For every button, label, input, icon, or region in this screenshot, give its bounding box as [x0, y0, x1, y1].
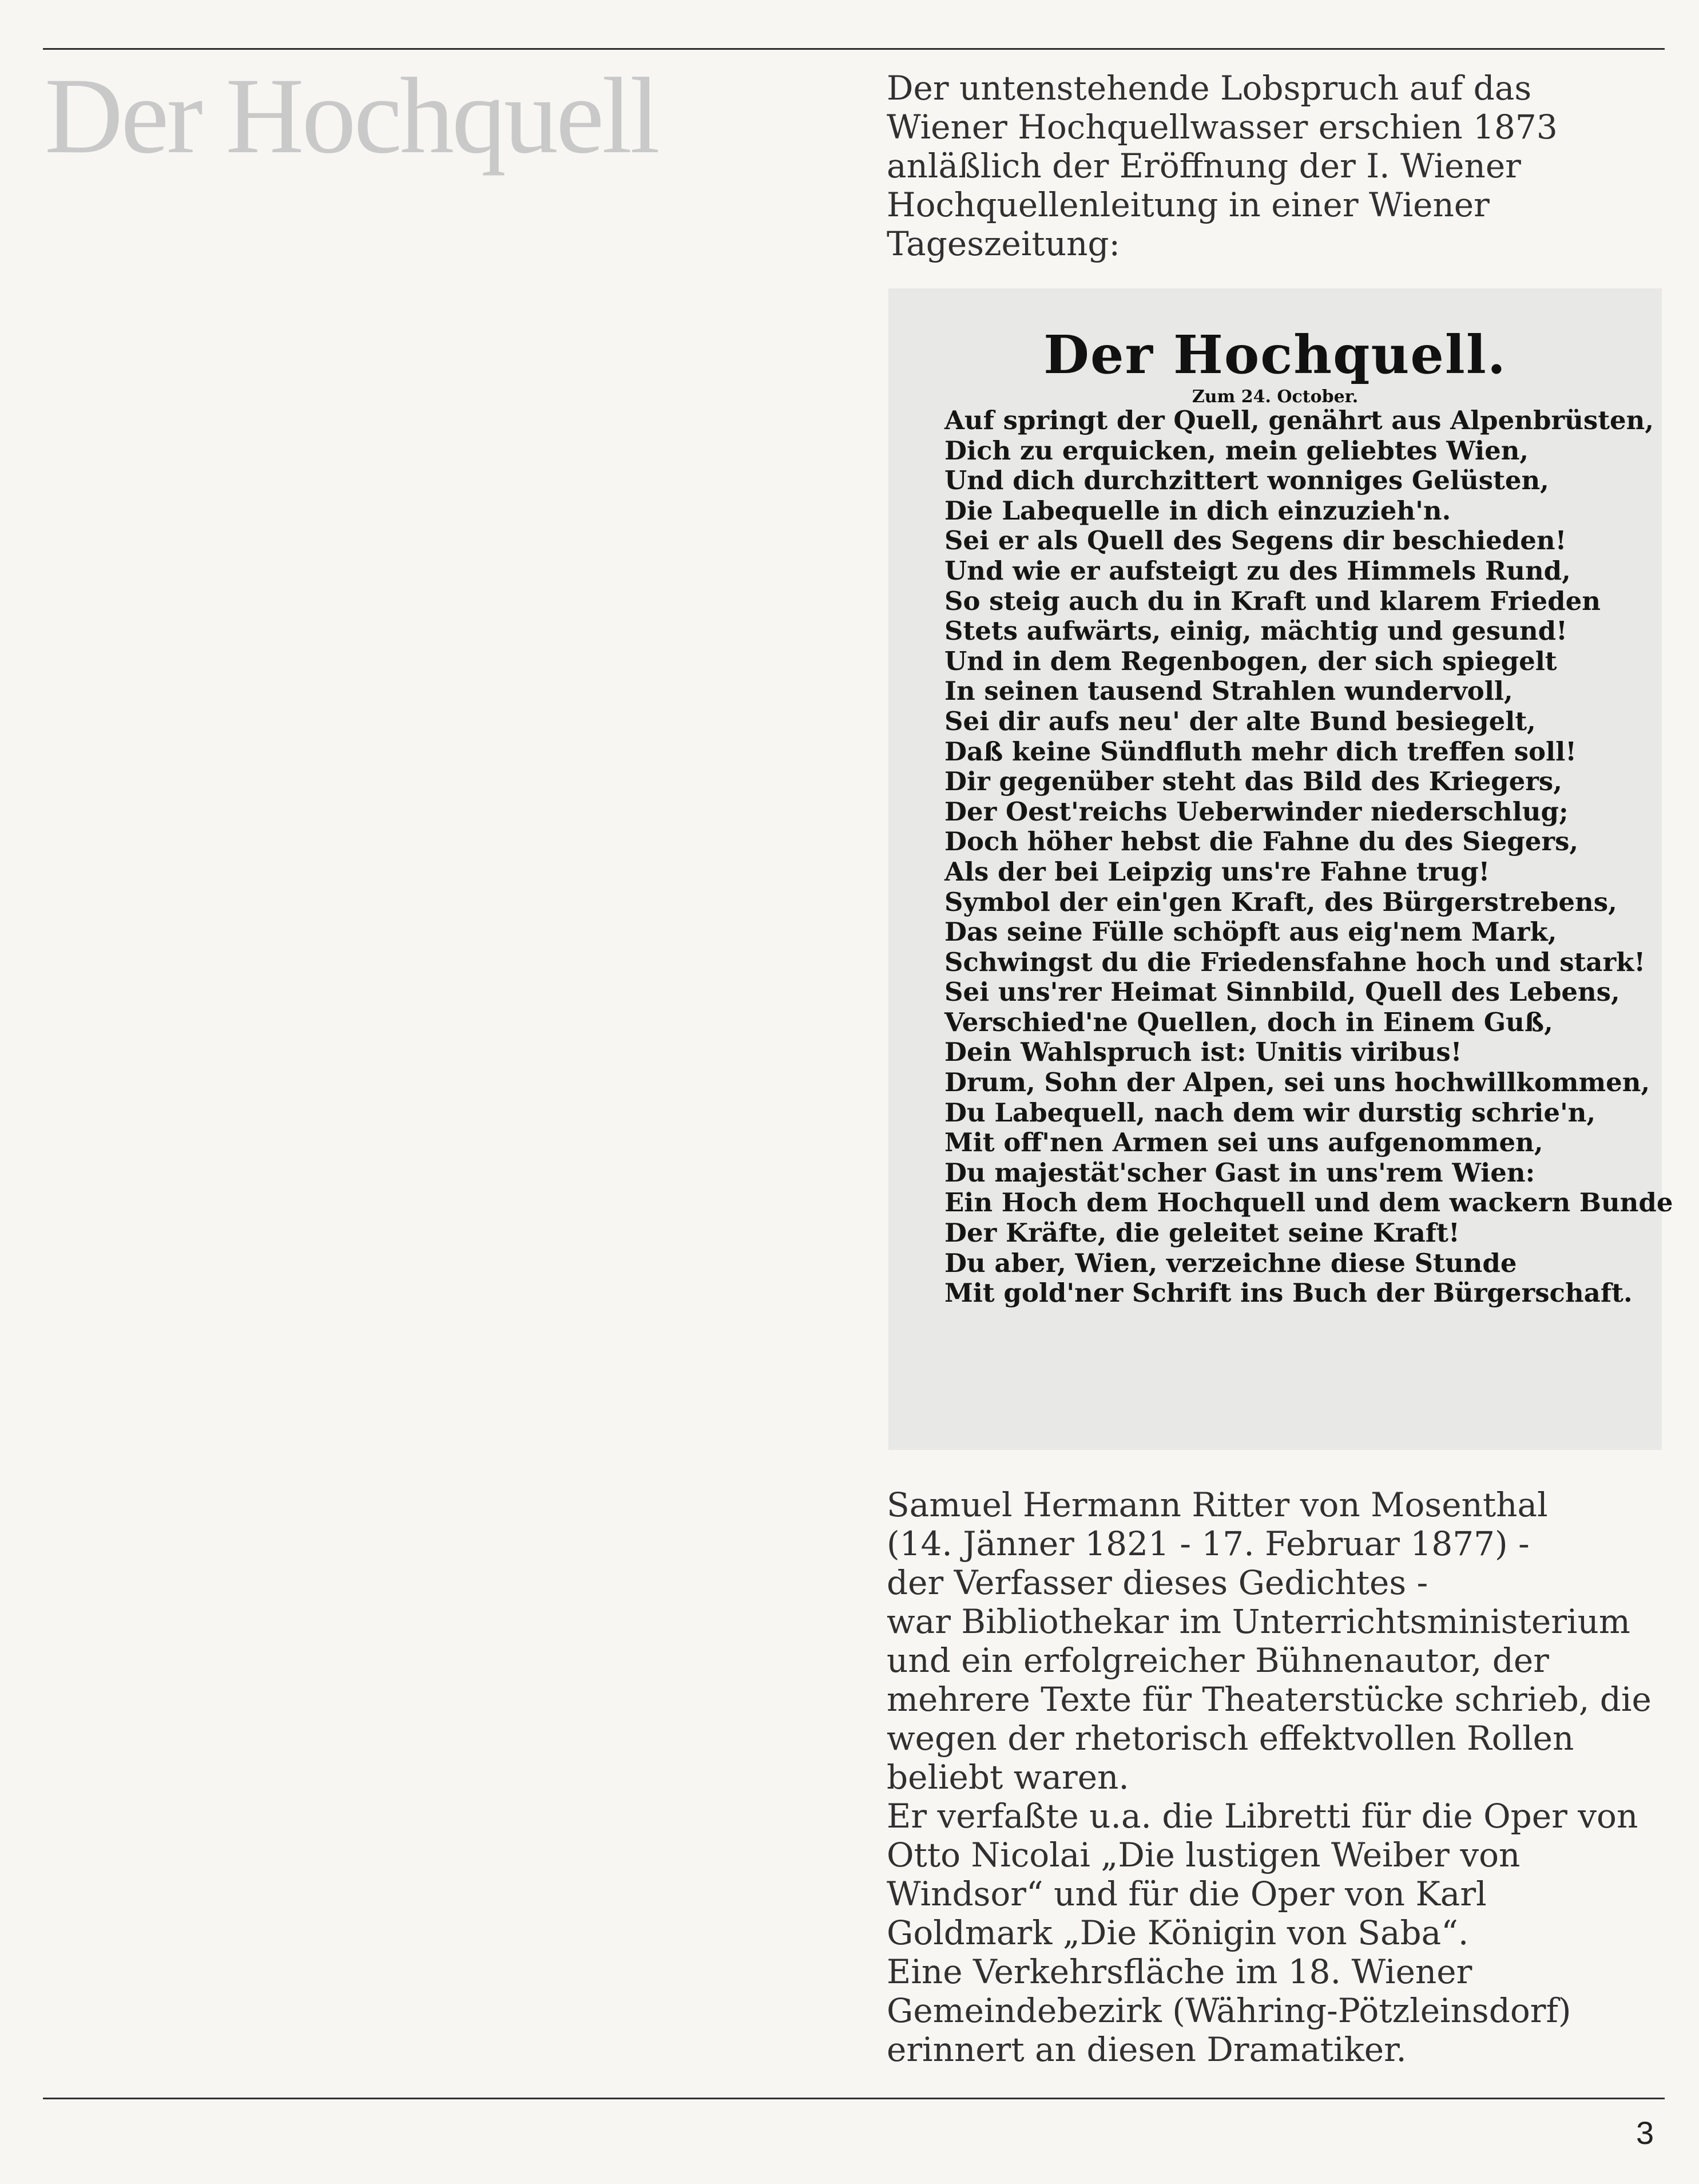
poem-verse-line: Das seine Fülle schöpft aus eig'nem Mark, [944, 917, 1557, 948]
biography-line: erinnert an diesen Dramatiker. [887, 2030, 1407, 2069]
biography-line: Gemeindebezirk (Währing-Pötzleinsdorf) [887, 1991, 1571, 2030]
poem-subtitle: Zum 24. October. [1192, 387, 1359, 407]
intro-line: Wiener Hochquellwasser erschien 1873 [887, 108, 1558, 146]
poem-verse-line: In seinen tausend Strahlen wundervoll, [944, 676, 1513, 707]
poem-verse-line: Dein Wahlspruch ist: Unitis viribus! [944, 1037, 1462, 1068]
author-biography [887, 1485, 1665, 2069]
poem-verse-line: Dich zu erquicken, mein geliebtes Wien, [944, 435, 1529, 466]
newspaper-clipping [888, 288, 1673, 1450]
poem-title: Der Hochquell. [1043, 324, 1507, 386]
biography-line: Otto Nicolai „Die lustigen Weiber von [887, 1836, 1521, 1874]
page-number: 3 [1636, 2115, 1654, 2151]
biography-line: Eine Verkehrsfläche im 18. Wiener [887, 1952, 1472, 1991]
intro-line: Tageszeitung: [887, 224, 1121, 263]
intro-line: Der untenstehende Lobspruch auf das [887, 69, 1532, 108]
poem-verse-line: Du majestät'scher Gast in uns'rem Wien: [944, 1157, 1535, 1188]
poem-verse-line: Der Oest'reichs Ueberwinder niederschlug; [944, 796, 1569, 827]
intro-line: anläßlich der Eröffnung der I. Wiener [887, 146, 1521, 185]
poem-verse-line: Mit gold'ner Schrift ins Buch der Bürgerschaft. [944, 1278, 1633, 1309]
poem-verse-line: Doch höher hebst die Fahne du des Siegers, [944, 826, 1579, 857]
poem-verse-line: Dir gegenüber steht das Bild des Kriegers, [944, 766, 1562, 797]
bottom-rule [43, 2098, 1665, 2099]
poem-verses [944, 406, 1673, 1309]
poem-verse-line: So steig auch du in Kraft und klarem Frieden [944, 585, 1601, 616]
biography-line: beliebt waren. [887, 1758, 1129, 1797]
poem-verse-line: Sei dir aufs neu' der alte Bund besiegelt, [944, 705, 1536, 736]
poem-verse-line: Drum, Sohn der Alpen, sei uns hochwillkommen, [944, 1067, 1650, 1098]
poem-verse-line: Mit off'nen Armen sei uns aufgenommen, [944, 1127, 1543, 1158]
poem-verse-line: Der Kräfte, die geleitet seine Kraft! [944, 1218, 1460, 1248]
poem-verse-line: Du aber, Wien, verzeichne diese Stunde [944, 1247, 1517, 1278]
biography-line: mehrere Texte für Theaterstücke schrieb, die [887, 1680, 1652, 1719]
poem-verse-line: Und wie er aufsteigt zu des Himmels Rund, [944, 555, 1571, 586]
biography-line: Samuel Hermann Ritter von Mosenthal [887, 1485, 1548, 1524]
poem-verse-line: Auf springt der Quell, genährt aus Alpenbrüsten, [944, 405, 1654, 435]
biography-line: der Verfasser dieses Gedichtes - [887, 1563, 1428, 1602]
biography-line: (14. Jänner 1821 - 17. Februar 1877) - [887, 1524, 1530, 1563]
poem-verse-line: Sei uns'rer Heimat Sinnbild, Quell des Lebens, [944, 977, 1620, 1008]
biography-line: war Bibliothekar im Unterrichtsministerium [887, 1602, 1630, 1641]
intro-line: Hochquellenleitung in einer Wiener [887, 185, 1490, 224]
page-title: Der Hochquell [45, 56, 658, 176]
biography-line: Windsor“ und für die Oper von Karl [887, 1874, 1487, 1913]
intro-paragraph [887, 69, 1665, 263]
poem-verse-line: Ein Hoch dem Hochquell und dem wackern Bunde [944, 1187, 1673, 1218]
poem-verse-line: Symbol der ein'gen Kraft, des Bürgerstrebens, [944, 886, 1617, 917]
top-rule [43, 48, 1665, 50]
biography-line: Er verfaßte u.a. die Libretti für die Oper von [887, 1797, 1638, 1836]
biography-line: und ein erfolgreicher Bühnenautor, der [887, 1641, 1549, 1680]
poem-verse-line: Verschied'ne Quellen, doch in Einem Guß, [944, 1006, 1553, 1037]
poem-verse-line: Daß keine Sündfluth mehr dich treffen soll! [944, 736, 1577, 767]
biography-line: wegen der rhetorisch effektvollen Rollen [887, 1719, 1574, 1758]
poem-verse-line: Als der bei Leipzig uns're Fahne trug! [944, 856, 1490, 887]
poem-verse-line: Schwingst du die Friedensfahne hoch und stark! [944, 946, 1646, 977]
poem-verse-line: Und in dem Regenbogen, der sich spiegelt [944, 645, 1557, 676]
biography-line: Goldmark „Die Königin von Saba“. [887, 1913, 1469, 1952]
poem-verse-line: Sei er als Quell des Segens dir beschieden! [944, 525, 1567, 556]
poem-verse-line: Stets aufwärts, einig, mächtig und gesund! [944, 616, 1567, 647]
poem-verse-line: Die Labequelle in dich einzuzieh'n. [944, 495, 1451, 526]
poem-verse-line: Du Labequell, nach dem wir durstig schrie'n, [944, 1097, 1596, 1128]
poem-verse-line: Und dich durchzittert wonniges Gelüsten, [944, 465, 1549, 496]
